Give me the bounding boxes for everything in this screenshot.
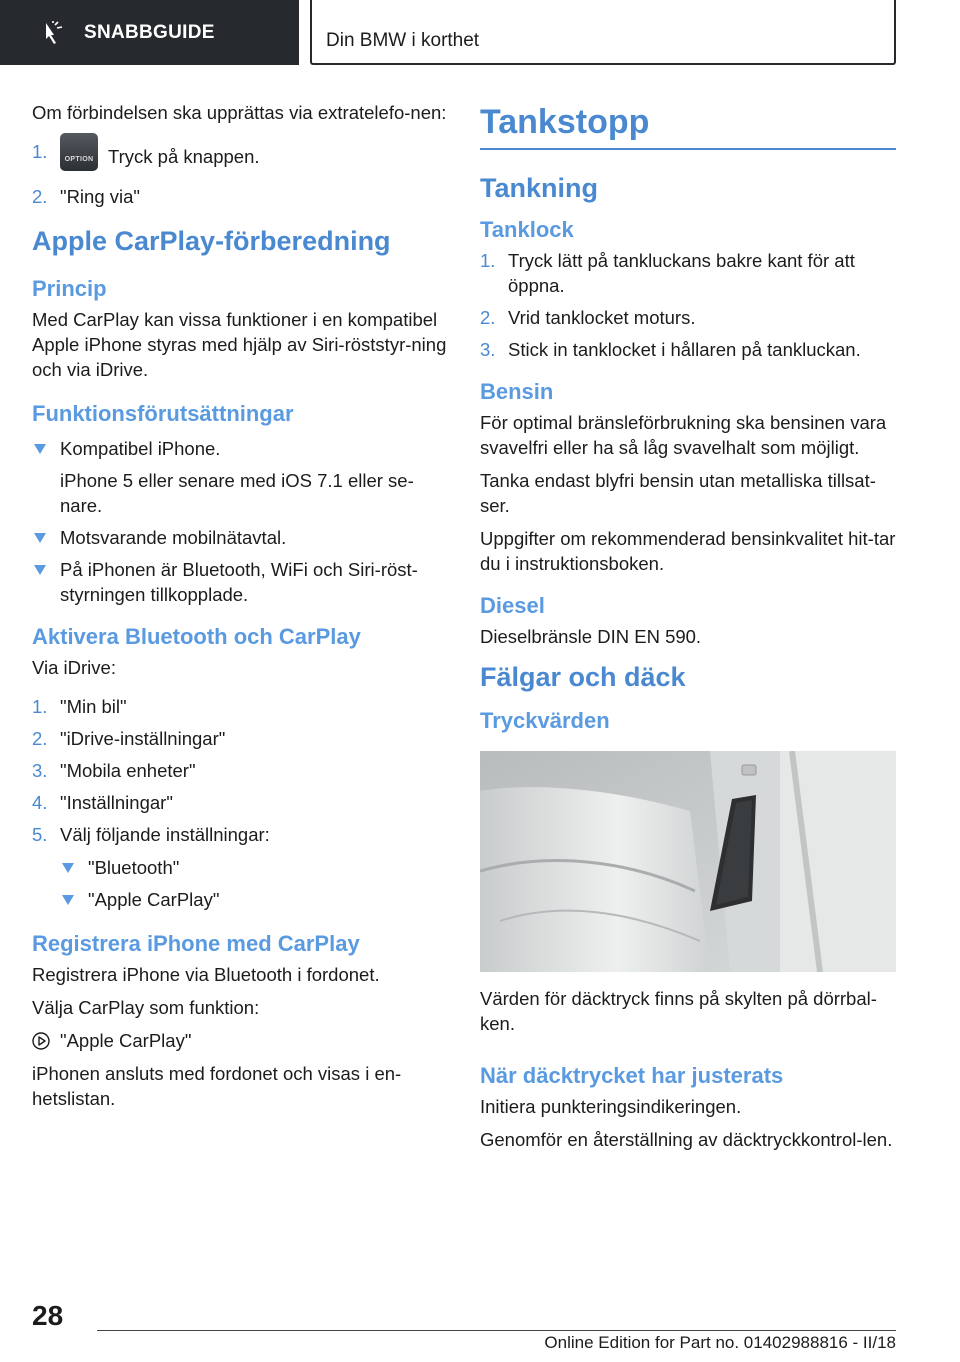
list-item bbox=[60, 887, 450, 912]
step-text: "Inställningar" bbox=[60, 792, 173, 813]
heading-diesel: Diesel bbox=[480, 593, 545, 618]
step-text: Tryck på knappen. bbox=[108, 145, 260, 167]
register-action bbox=[32, 1028, 450, 1053]
bensin-paragraph-3: Uppgifter om rekommenderad bensinkvalitet hit-tar du i instruktionsboken. bbox=[480, 528, 896, 574]
setting-text: "Apple CarPlay" bbox=[88, 889, 220, 910]
option-button-icon bbox=[60, 133, 98, 171]
quick-guide-tab bbox=[0, 0, 299, 65]
list-item bbox=[480, 305, 896, 330]
step-number: 2. bbox=[480, 307, 496, 328]
step-number: 1. bbox=[32, 141, 48, 162]
activate-intro: Via iDrive: bbox=[32, 657, 116, 678]
step-text: Tryck lätt på tankluckans bakre kant för att öppna. bbox=[508, 250, 855, 296]
step-number: 3. bbox=[480, 339, 496, 360]
activate-steps bbox=[32, 694, 450, 847]
tanklock-steps bbox=[480, 248, 896, 362]
register-action-text: "Apple CarPlay" bbox=[60, 1030, 192, 1051]
step-number: 1. bbox=[480, 250, 496, 271]
right-column bbox=[480, 100, 896, 1160]
heading-carplay: Apple CarPlay-förberedning bbox=[32, 226, 391, 256]
step-number: 3. bbox=[32, 760, 48, 781]
tryck-paragraph: Värden för däcktryck finns på skylten på dörrbal-ken. bbox=[480, 988, 877, 1034]
justerats-paragraph-1: Initiera punkteringsindikeringen. bbox=[480, 1096, 742, 1117]
list-item bbox=[32, 758, 450, 783]
list-item bbox=[32, 139, 450, 177]
diesel-paragraph: Dieselbränsle DIN EN 590. bbox=[480, 626, 702, 647]
option-button-label: OPTION bbox=[64, 156, 94, 163]
step-text: "Min bil" bbox=[60, 696, 127, 717]
heading-justerats: När däcktrycket har justerats bbox=[480, 1063, 784, 1088]
step-number: 4. bbox=[32, 792, 48, 813]
door-sill-tire-label-photo bbox=[480, 751, 896, 972]
heading-register: Registrera iPhone med CarPlay bbox=[32, 931, 360, 956]
register-paragraph-1: Registrera iPhone via Bluetooth i fordonet. bbox=[32, 964, 380, 985]
footer-edition: Online Edition for Part no. 01402988816 - II/18 bbox=[544, 1333, 896, 1352]
step-text: Vrid tanklocket moturs. bbox=[508, 307, 696, 328]
triangle-bullet-icon bbox=[34, 533, 46, 543]
triangle-bullet-icon bbox=[34, 565, 46, 575]
list-item bbox=[32, 694, 450, 719]
step-number: 1. bbox=[32, 696, 48, 717]
requirements-list bbox=[32, 436, 450, 607]
list-item bbox=[32, 184, 450, 209]
heading-activate: Aktivera Bluetooth och CarPlay bbox=[32, 624, 361, 649]
princip-paragraph: Med CarPlay kan vissa funktioner i en kompatibel Apple iPhone styras med hjälp av Siri-röststyr-ning och via iDrive. bbox=[32, 309, 447, 380]
footer-divider bbox=[97, 1330, 896, 1331]
step-number: 5. bbox=[32, 824, 48, 845]
requirement-text: Motsvarande mobilnätavtal. bbox=[60, 527, 287, 548]
heading-princip: Princip bbox=[32, 276, 107, 301]
triangle-bullet-icon bbox=[34, 444, 46, 454]
heading-tankning: Tankning bbox=[480, 173, 598, 203]
triangle-bullet-icon bbox=[62, 863, 74, 873]
justerats-paragraph-2: Genomför en återställning av däcktryckkontrol-len. bbox=[480, 1129, 893, 1150]
step-text: "Ring via" bbox=[60, 186, 140, 207]
list-item bbox=[32, 822, 450, 847]
list-item bbox=[32, 557, 450, 607]
list-item bbox=[32, 525, 450, 550]
step-number: 2. bbox=[32, 186, 48, 207]
call-steps bbox=[32, 139, 450, 209]
play-circle-icon bbox=[32, 1032, 50, 1050]
page-number: 28 bbox=[32, 1300, 64, 1331]
register-paragraph-2: Välja CarPlay som funktion: bbox=[32, 997, 260, 1018]
requirement-text: På iPhonen är Bluetooth, WiFi och Siri-röst-styrningen tillkopplade. bbox=[60, 559, 418, 605]
left-column bbox=[32, 100, 450, 1119]
step-text: "Mobila enheter" bbox=[60, 760, 196, 781]
heading-tankstopp: Tankstopp bbox=[480, 102, 896, 150]
list-item bbox=[480, 248, 896, 298]
step-text: Stick in tanklocket i hållaren på tankluckan. bbox=[508, 339, 861, 360]
tab-label: SNABBGUIDE bbox=[84, 21, 215, 43]
list-item bbox=[32, 790, 450, 815]
heading-bensin: Bensin bbox=[480, 379, 554, 404]
bensin-paragraph-1: För optimal bränsleförbrukning ska bensinen vara svavelfri eller ha så låg svavelhalt som möjligt. bbox=[480, 412, 887, 458]
requirement-subtext: iPhone 5 eller senare med iOS 7.1 eller se-nare. bbox=[60, 470, 414, 516]
activate-settings-list bbox=[60, 855, 450, 912]
requirement-text: Kompatibel iPhone. bbox=[60, 438, 221, 459]
section-header bbox=[310, 0, 896, 65]
list-item bbox=[32, 726, 450, 751]
triangle-bullet-icon bbox=[62, 895, 74, 905]
bensin-paragraph-2: Tanka endast blyfri bensin utan metalliska tillsat-ser. bbox=[480, 470, 876, 516]
section-title: Din BMW i korthet bbox=[326, 30, 480, 51]
step-text: Välj följande inställningar: bbox=[60, 824, 270, 845]
heading-tanklock: Tanklock bbox=[480, 217, 574, 242]
setting-text: "Bluetooth" bbox=[88, 857, 180, 878]
step-text: "iDrive-inställningar" bbox=[60, 728, 226, 749]
heading-falgar: Fälgar och däck bbox=[480, 662, 686, 692]
step-number: 2. bbox=[32, 728, 48, 749]
pointer-hand-icon bbox=[42, 21, 64, 45]
register-paragraph-3: iPhonen ansluts med fordonet och visas i en-hetslistan. bbox=[32, 1063, 402, 1109]
heading-requirements: Funktionsförutsättningar bbox=[32, 401, 294, 426]
list-item bbox=[60, 855, 450, 880]
intro-paragraph: Om förbindelsen ska upprättas via extratelefo-nen: bbox=[32, 102, 447, 123]
list-item bbox=[32, 436, 450, 518]
list-item bbox=[480, 337, 896, 362]
heading-tryckvarden: Tryckvärden bbox=[480, 708, 610, 733]
